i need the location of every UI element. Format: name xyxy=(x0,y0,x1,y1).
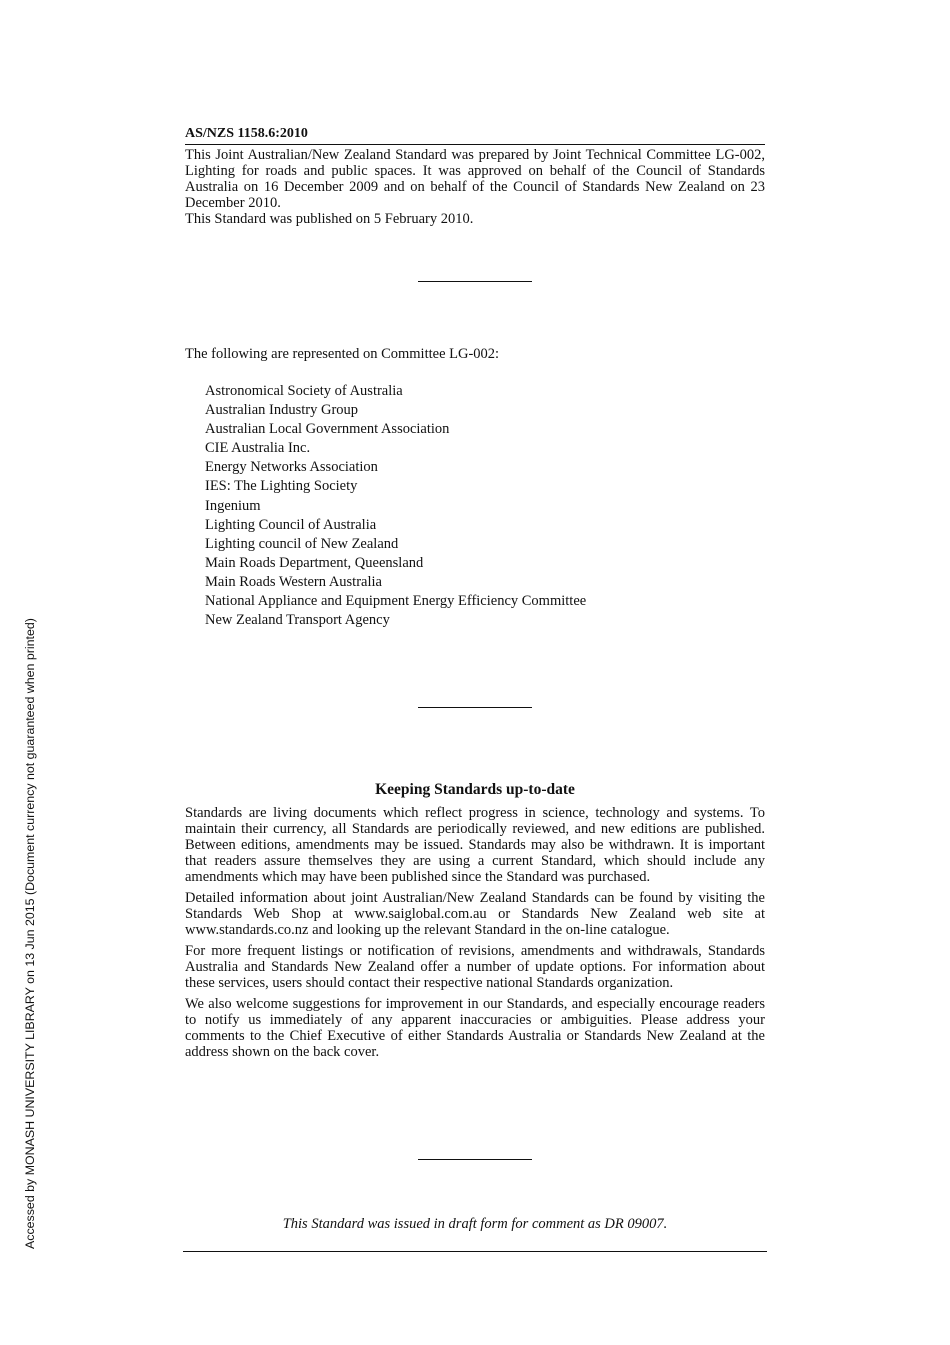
list-item: Australian Local Government Association xyxy=(205,421,450,438)
list-item: IES: The Lighting Society xyxy=(205,478,358,495)
paragraph: For more frequent listings or notification of revisions, amendments and withdrawals, Standards Australia and Standards New Zealand offer a number of update options. For information about these services, users should contact their respective national Standards organization. xyxy=(185,943,765,991)
list-item: National Appliance and Equipment Energy Efficiency Committee xyxy=(205,593,587,610)
footer-rule xyxy=(183,1251,767,1252)
section-divider-3 xyxy=(418,1159,532,1160)
list-item: Main Roads Department, Queensland xyxy=(205,554,424,571)
paragraph: We also welcome suggestions for improvement in our Standards, and especially encourage readers to notify us immediately of any apparent inaccuracies or ambiguities. Please address your comments to the Chief Executive of either Standards Australia or Standards New Zealand at the address shown on the back cover. xyxy=(185,996,765,1060)
keeping-standards-section xyxy=(185,780,765,1065)
section-divider-2 xyxy=(418,707,532,708)
intro-approval-paragraph: This Joint Australian/New Zealand Standard was prepared by Joint Technical Committee LG-002, Lighting for roads and public spaces. It was approved on behalf of the Council of Standards Australia on 16 December 2009 and on behalf of the Council of Standards New Zealand on 23 December 2010. xyxy=(185,147,765,211)
section-divider-1 xyxy=(418,281,532,282)
list-item: Lighting council of New Zealand xyxy=(205,535,399,552)
list-item: Main Roads Western Australia xyxy=(205,573,382,590)
document-id: AS/NZS 1158.6:2010 xyxy=(185,126,765,145)
draft-note: This Standard was issued in draft form for comment as DR 09007. xyxy=(282,1216,668,1232)
section-title: Keeping Standards up-to-date xyxy=(375,781,575,798)
paragraph: Detailed information about joint Australian/New Zealand Standards can be found by visiting the Standards Web Shop at www.saiglobal.com.au or Standards New Zealand web site at www.standards.co.nz and looking up the relevant Standard in the on-line catalogue. xyxy=(185,890,765,938)
list-item: Energy Networks Association xyxy=(205,459,378,476)
paragraph: Standards are living documents which reflect progress in science, technology and systems. To maintain their currency, all Standards are periodically reviewed, and new editions are published. Between editions, amendments may be issued. Standards may also be withdrawn. It is important that readers assure themselves they are using a current Standard, which should include any amendments which may have been published since the Standard was purchased. xyxy=(185,805,765,885)
list-item: New Zealand Transport Agency xyxy=(205,612,390,629)
list-item: Australian Industry Group xyxy=(205,402,359,419)
header-block xyxy=(185,126,765,227)
list-item: CIE Australia Inc. xyxy=(205,440,311,457)
intro-text xyxy=(185,147,765,227)
list-item: Astronomical Society of Australia xyxy=(205,383,403,399)
intro-publication-line: This Standard was published on 5 February 2010. xyxy=(185,211,474,227)
committee-member-list xyxy=(205,382,586,630)
committee-heading: The following are represented on Committee LG-002: xyxy=(185,346,500,362)
access-watermark: Accessed by MONASH UNIVERSITY LIBRARY on 13 Jun 2015 (Document currency not guaranteed when printed) xyxy=(23,618,37,1249)
list-item: Lighting Council of Australia xyxy=(205,516,377,533)
list-item: Ingenium xyxy=(205,497,261,514)
